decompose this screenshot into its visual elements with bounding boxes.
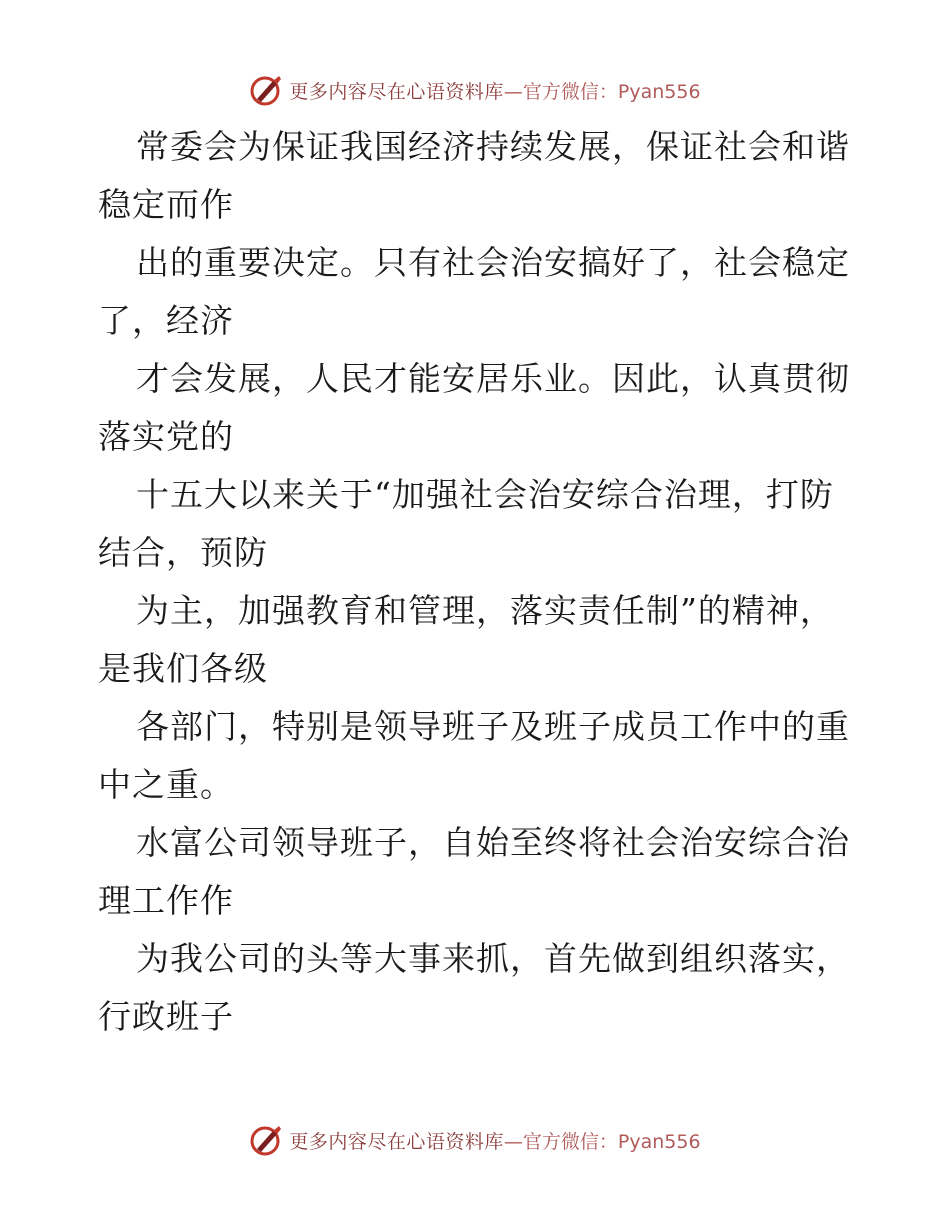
pen-logo-icon — [249, 73, 283, 107]
text-line: 结合，预防 — [98, 533, 268, 572]
text-line: 各部门，特别是领导班子及班子成员工作中的重 — [136, 707, 850, 746]
text-line: 才会发展，人民才能安居乐业。因此，认真贯彻 — [136, 359, 850, 398]
footer-wechat-text: —官方微信：Pyan556 — [503, 1130, 701, 1153]
text-line: 稳定而作 — [98, 185, 234, 224]
text-line: 行政班子 — [98, 997, 234, 1036]
text-line: 出的重要决定。只有社会治安搞好了，社会稳定 — [136, 243, 850, 282]
text-line: 了，经济 — [98, 301, 234, 340]
footer-brand-text: 更多内容尽在心语资料库 — [289, 1130, 504, 1153]
text-line: 是我们各级 — [98, 649, 268, 688]
text-line: 中之重。 — [98, 765, 234, 804]
text-line: 为主，加强教育和管理，落实责任制”的精神， — [136, 591, 834, 630]
document-body — [98, 118, 858, 1046]
footer-banner — [0, 1120, 950, 1160]
header-brand-text: 更多内容尽在心语资料库 — [289, 80, 504, 103]
header-wechat-text: —官方微信：Pyan556 — [503, 80, 701, 103]
text-line: 落实党的 — [98, 417, 234, 456]
pen-logo-icon — [249, 1123, 283, 1157]
text-line: 水富公司领导班子，自始至终将社会治安综合治 — [136, 823, 850, 862]
text-line: 十五大以来关于“加强社会治安综合治理，打防 — [136, 475, 834, 514]
text-line: 为我公司的头等大事来抓，首先做到组织落实， — [136, 939, 850, 978]
text-line: 理工作作 — [98, 881, 234, 920]
text-line: 常委会为保证我国经济持续发展，保证社会和谐 — [136, 127, 850, 166]
header-banner — [0, 70, 950, 110]
